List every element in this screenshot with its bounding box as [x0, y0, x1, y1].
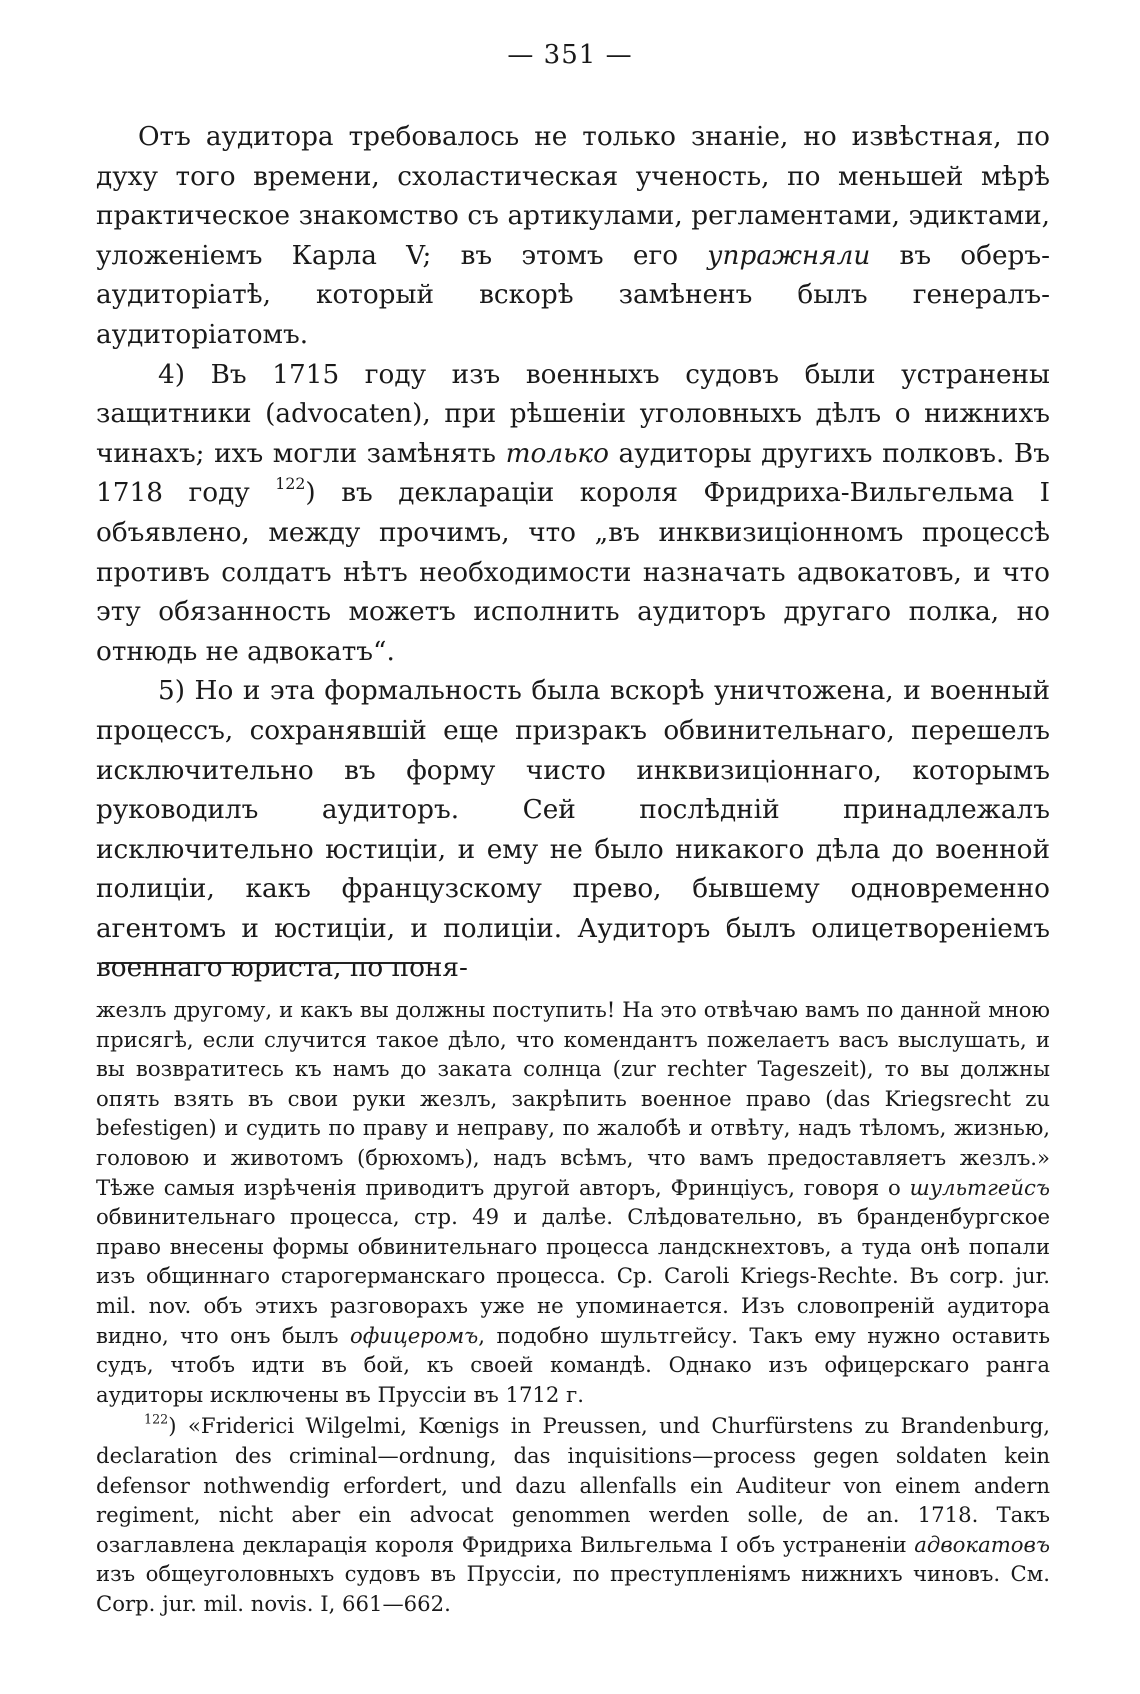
footnote-number: 122: [144, 1411, 169, 1427]
text-segment: , подобно шультгейсу. Такъ ему нужно оставить судъ, чтобъ идти въ бой, къ своей командѣ. Однако изъ офицерскаго ранга аудиторы исключены въ Пруссiи въ 1712 г.: [96, 1322, 1050, 1407]
text-segment: 4) Въ 1715 году изъ военныхъ судовъ были устранены защитники (advocaten), при рѣшенiи уголовныхъ дѣлъ о нижнихъ чинахъ; ихъ могли замѣнять: [96, 359, 1050, 469]
text-segment: обвинительнаго процесса, стр. 49 и далѣе. Слѣдовательно, въ бранденбургское право внесены формы обвинительнаго процесса ландскнехтовъ, а туда онѣ попали изъ общиннаго старогерманскаго процесса. Cp. Caroli Kriegs-Rechte. Въ corp. jur. mil. nov. объ этихъ разговорахъ уже не упоминается. Изъ словопренiй аудитора видно, что онъ былъ: [96, 1204, 1050, 1348]
main-text: [96, 118, 1050, 989]
italic-word: адвокатовъ: [914, 1531, 1050, 1557]
text-segment: ) въ декларацiи короля Фридриха-Вильгельма I объявлено, между прочимъ, что „въ инквизицiонномъ процессѣ противъ солдатъ нѣтъ необходимости назначать адвокатовъ, и что эту обязанность можетъ исполнить аудиторъ другаго полка, но отнюдь не адвокатъ“.: [96, 478, 1050, 667]
paragraph-point-5: [96, 672, 1050, 989]
footnote-reference[interactable]: 122: [275, 474, 306, 494]
italic-word: упражняли: [707, 240, 871, 271]
footnote-122: [96, 1411, 1050, 1618]
footnote-continuation: [96, 995, 1050, 1409]
text-segment: изъ общеуголовныхъ судовъ въ Пруссiи, по преступленiямъ нижнихъ чиновъ. См. Corp. jur. mil. novis. I, 661—662.: [96, 1561, 1050, 1616]
italic-word: только: [505, 438, 609, 469]
italic-word: офицеромъ: [349, 1322, 479, 1348]
footnote-divider: [102, 962, 432, 964]
text-segment: аудиторы другихъ полковъ. Въ 1718 году: [96, 438, 1050, 509]
text-segment: ) «Friderici Wilgelmi, Kœnigs in Preussen, und Churfürstens zu Brandenburg, declaration des criminal—ordnung, das inquisitions—process gegen soldaten kein defensor nothwendig erfordert, und dazu allenfalls ein Auditeur von einem andern regiment, nicht aber ein advocat genommen werden solle, de an. 1718. Такъ озаглавлена декларацiя короля Фридриха Вильгельма I объ устраненiи: [96, 1413, 1050, 1557]
text-segment: жезлъ другому, и какъ вы должны поступить! На это отвѣчаю вамъ по данной мною присягѣ, если случится такое дѣло, что комендантъ пожелаетъ васъ выслушать, и вы возвратитесь къ намъ до заката солнца (zur rechter Tageszeit), то вы должны опять взять въ свои руки жезлъ, закрѣпить военное право (das Kriegsrecht zu befestigen) и судить по праву и неправу, по жалобѣ и отвѣту, надъ тѣломъ, жизнью, головою и животомъ (брюхомъ), надъ всѣмъ, что вамъ предоставляетъ жезлъ.» Тѣже самыя изрѣченiя приводитъ другой авторъ, Фринцiусъ, говоря о: [96, 997, 1050, 1200]
footnotes: [96, 995, 1050, 1618]
text-segment: Отъ аудитора требовалось не только знанiе, но извѣстная, по духу того времени, схоластическая ученость, по меньшей мѣрѣ практическое знакомство съ артикулами, регламентами, эдиктами, уложенiемъ Карла V; въ этомъ его: [96, 122, 1050, 271]
paragraph-auditor-knowledge: [96, 118, 1050, 356]
text-segment: 5) Но и эта формальность была вскорѣ уничтожена, и военный процессъ, сохранявшiй еще призракъ обвинительнаго, перешелъ исключительно въ форму чисто инквизицiоннаго, которымъ руководилъ аудиторъ. Сей послѣднiй принадлежалъ исключительно юстицiи, и ему не было никакого дѣла до военной полицiи, какъ французскому прево, бывшему одновременно агентомъ и юстицiи, и полицiи. Аудиторъ былъ олицетворенiемъ военнаго юриста, по поня-: [96, 676, 1050, 984]
italic-word: шультгейсъ: [909, 1174, 1050, 1200]
page-number: — 351 —: [507, 40, 633, 70]
paragraph-point-4: [96, 356, 1050, 673]
text-segment: въ оберъ-аудиторiатѣ, который вскорѣ замѣненъ былъ генералъ-аудиторiатомъ.: [96, 240, 1050, 350]
